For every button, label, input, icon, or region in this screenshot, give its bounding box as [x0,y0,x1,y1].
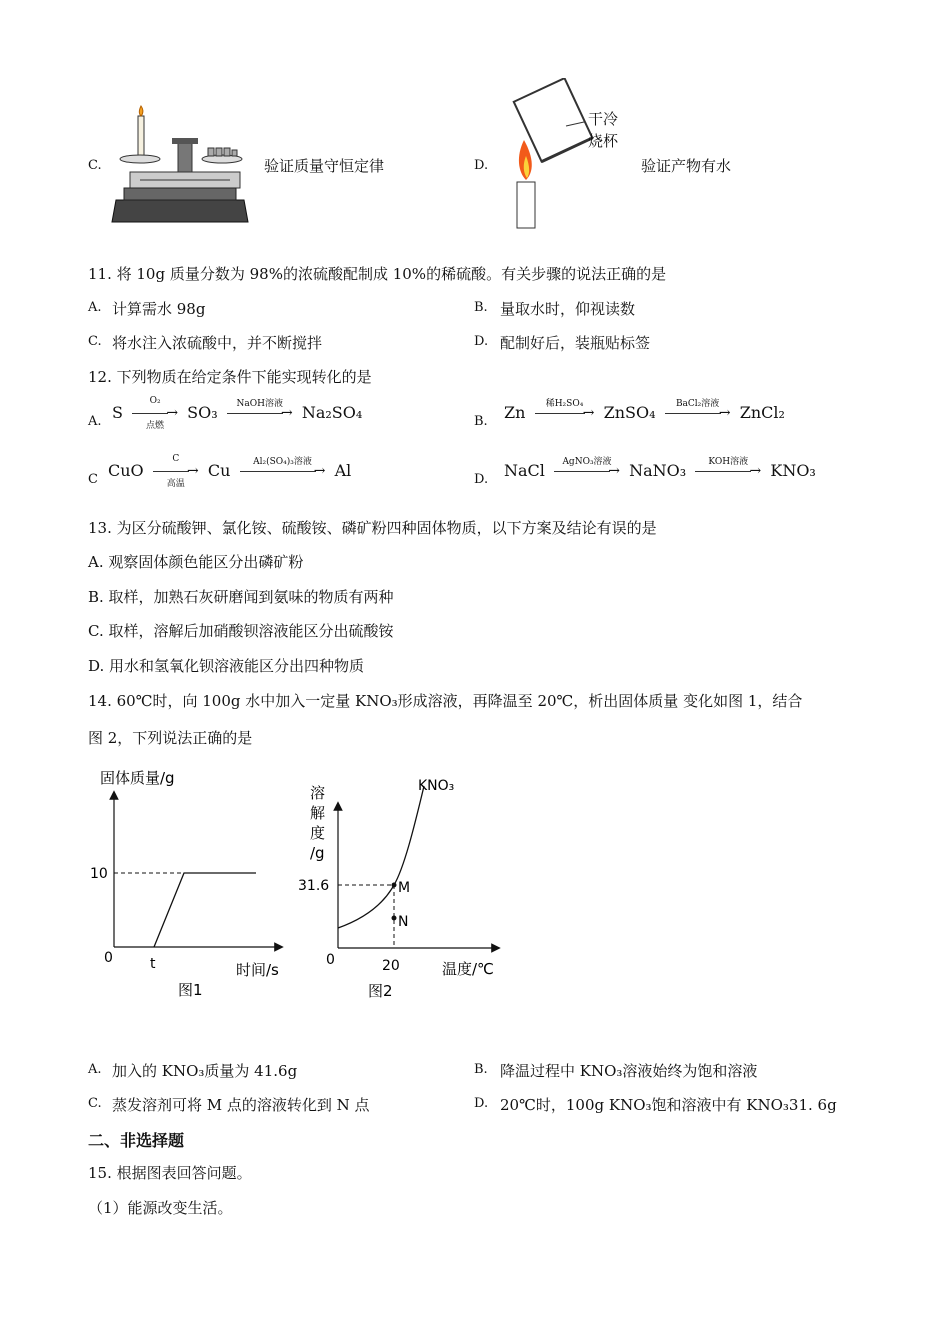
figure2-y-label-1: 溶 [310,784,326,802]
q12-a-letter: A. [88,414,102,429]
q11-c-text: 将水注入浓硫酸中，并不断搅拌 [112,334,323,352]
figure2-y-label-2: 解 [310,804,326,822]
cold-beaker-illustration [500,78,630,232]
figure2-curve-label: KNO₃ [418,778,455,794]
q11-c-letter: C. [88,334,102,349]
q14-a-letter: A. [88,1062,102,1077]
q11-a-text: 计算需水 98g [112,300,206,318]
q12-d-equation: NaCl AgNO₃溶液 → NaNO₃ KOH溶液 → KNO₃ [504,456,816,480]
q12-d-letter: D. [474,472,489,487]
q10-option-c-text: 验证质量守恒定律 [264,157,385,175]
q13-option-b: B. 取样，加熟石灰研磨闻到氨味的物质有两种 [88,588,394,606]
figure2-point-n [392,916,397,921]
q14-d-letter: D. [474,1096,489,1111]
figure1-x-tick: t [150,956,156,972]
q11-a-letter: A. [88,300,102,315]
q11-d-letter: D. [474,334,489,349]
q10-option-d-letter: D. [474,158,489,173]
q14-stem-line2: 图 2，下列说法正确的是 [88,729,253,747]
q12-c-equation: CuO C → 高温 Cu Al₂(SO₄)₃溶液 → Al [108,453,352,489]
figure2-chart [296,768,511,1005]
figure1-mass-line [154,873,256,947]
q14-b-letter: B. [474,1062,488,1077]
figure2-origin: 0 [326,952,335,968]
q10-option-d-text: 验证产物有水 [641,157,732,175]
q13-stem: 13. 为区分硫酸钾、氯化铵、硫酸铵、磷矿粉四种固体物质，以下方案及结论有误的是 [88,519,657,537]
q14-b-text: 降温过程中 KNO₃溶液始终为饱和溶液 [500,1062,758,1080]
figure2-label-n: N [398,914,409,930]
q11-stem: 11. 将 10g 质量分数为 98%的浓硫酸配制成 10%的稀硫酸。有关步骤的说法正确的是 [88,265,667,283]
figure2-point-m [392,883,397,888]
figure2-label-m: M [398,880,411,896]
figure1-x-label: 时间/s [236,961,279,979]
figure1-y-tick: 10 [90,866,108,882]
q12-a-equation: S O₂ → 点燃 SO₃ NaOH溶液 → Na₂SO₄ [112,395,363,431]
beaker-label-line2: 烧杯 [588,132,619,150]
balance-scale-illustration [110,104,250,232]
q12-b-equation: Zn 稀H₂SO₄ → ZnSO₄ BaCl₂溶液 → ZnCl₂ [504,398,785,422]
section2-title: 二、非选择题 [88,1131,185,1150]
q12-b-letter: B. [474,414,488,429]
q12-stem: 12. 下列物质在给定条件下能实现转化的是 [88,368,372,386]
q13-option-c: C. 取样，溶解后加硝酸钡溶液能区分出硫酸铵 [88,622,394,640]
q14-c-letter: C. [88,1096,102,1111]
q11-d-text: 配制好后，装瓶贴标签 [500,334,651,352]
beaker-label-line1: 干冷 [588,110,619,128]
figure1-y-label: 固体质量/g [100,769,175,787]
figure2-caption: 图2 [368,982,393,1000]
figure2-solubility-curve [338,786,424,928]
q15-sub1: （1）能源改变生活。 [88,1199,233,1217]
figure2-y-label-4: /g [310,844,325,862]
figure1-chart [84,765,294,1005]
q13-option-d: D. 用水和氢氧化钡溶液能区分出四种物质 [88,657,365,675]
q14-stem-line1: 14. 60℃时，向 100g 水中加入一定量 KNO₃形成溶液，再降温至 20℃，析出固体质量 变化如图 1，结合 [88,692,803,710]
q12-c-letter: C [88,472,98,487]
q11-b-text: 量取水时，仰视读数 [500,300,636,318]
q14-c-text: 蒸发溶剂可将 M 点的溶液转化到 N 点 [112,1096,370,1114]
figure2-y-label-3: 度 [310,824,326,842]
q11-b-letter: B. [474,300,488,315]
q10-option-c-letter: C. [88,158,102,173]
q14-a-text: 加入的 KNO₃质量为 41.6g [112,1062,298,1080]
figure2-x-tick: 20 [382,958,400,974]
q13-option-a: A. 观察固体颜色能区分出磷矿粉 [88,553,304,571]
figure2-y-tick: 31.6 [298,878,330,894]
figure1-caption: 图1 [178,981,203,999]
q14-d-text: 20℃时，100g KNO₃饱和溶液中有 KNO₃31. 6g [500,1096,837,1114]
q15-stem: 15. 根据图表回答问题。 [88,1164,252,1182]
figure1-origin: 0 [104,950,113,966]
figure2-x-label: 温度/℃ [442,960,494,978]
